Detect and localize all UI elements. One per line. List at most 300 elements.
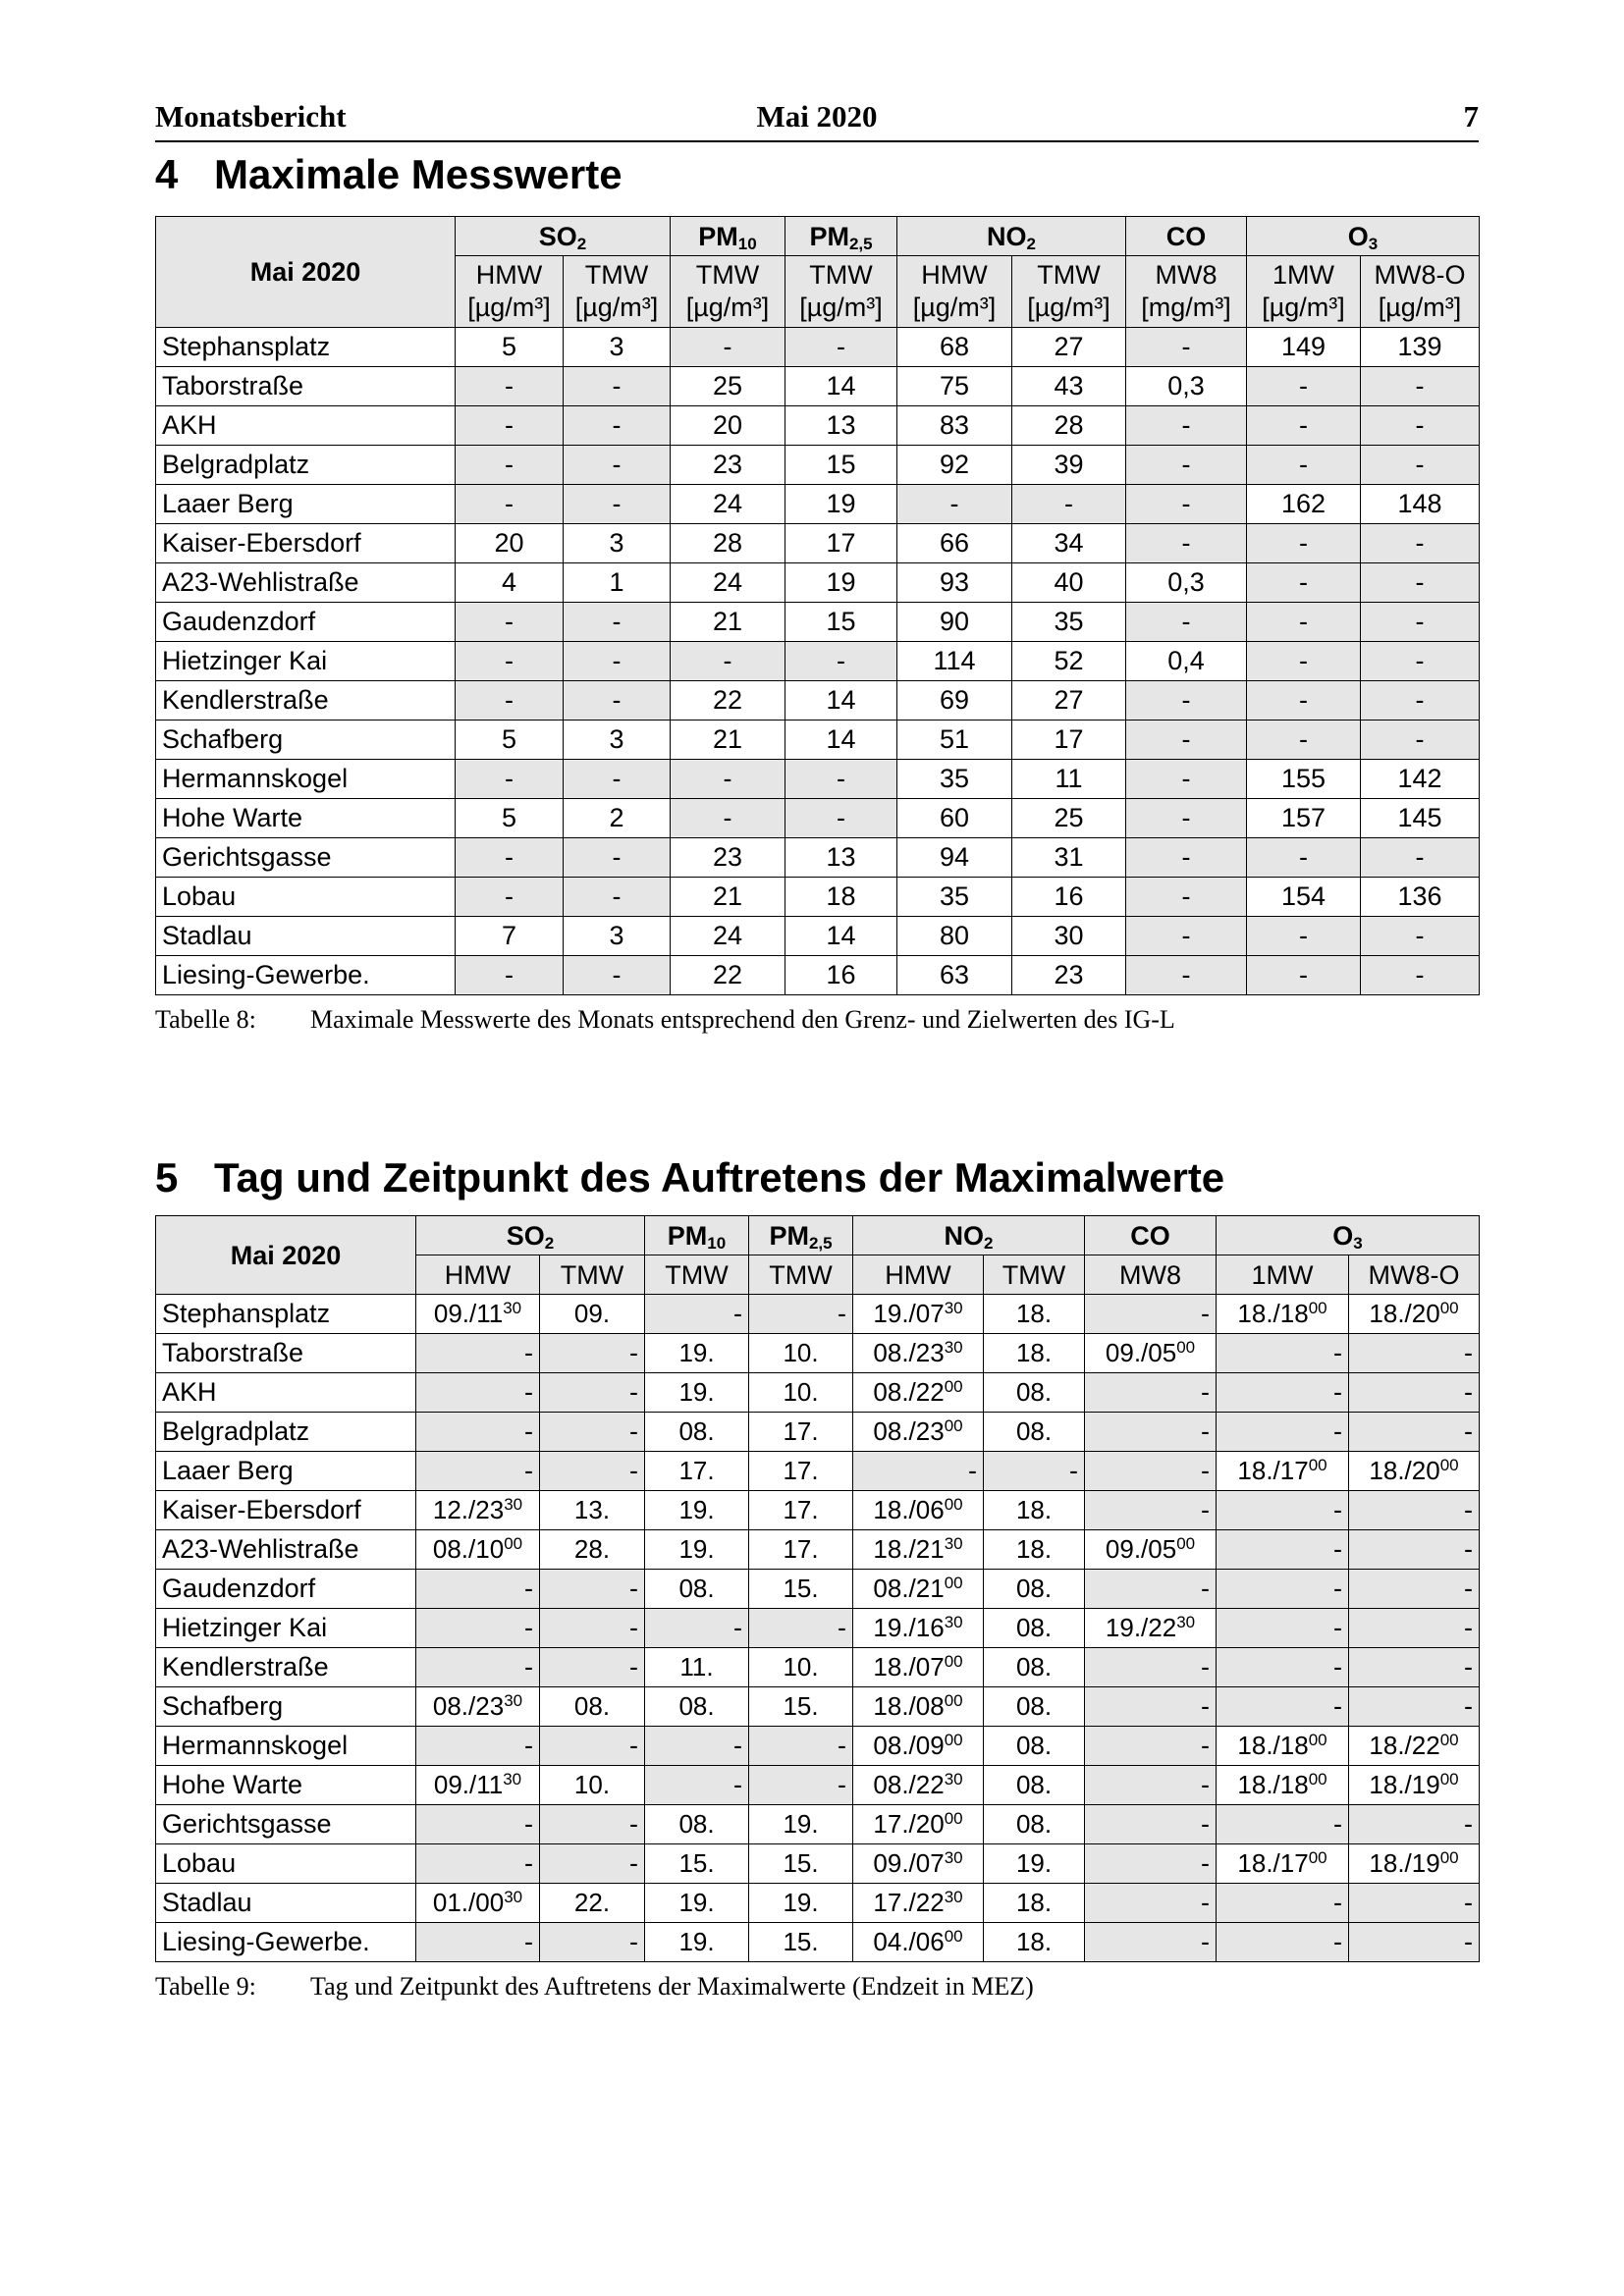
max-datetime [1349,1452,1480,1491]
max-datetime [853,1530,984,1570]
measurement-value: 31 [1012,838,1126,878]
empty-value: - [984,1452,1085,1491]
metric-header [564,256,671,328]
measurement-value: 19. [984,1844,1085,1884]
date-hour: 08./22 [873,1770,945,1799]
measurement-value: 19. [645,1491,749,1530]
empty-value: - [564,642,671,681]
section-4-heading [155,144,1479,205]
date-hour: 17./20 [873,1809,945,1839]
pollutant-subscript: 2 [1026,234,1036,253]
pollutant-symbol: PM [809,221,849,251]
empty-value: - [749,1295,853,1334]
measurement-value: 35 [1012,603,1126,642]
measurement-value: 17 [785,524,897,563]
minutes: 00 [944,1927,963,1946]
empty-value: - [1085,1413,1217,1452]
measurement-value: 13 [785,838,897,878]
table-row [156,1687,1480,1727]
table-8-caption [155,1005,1479,1035]
empty-value: - [1085,1923,1217,1962]
empty-value: - [1126,485,1247,524]
empty-value: - [456,760,564,799]
section-4-title: Maximale Messwerte [214,151,623,197]
pollutant-symbol: CO [1165,221,1207,251]
measurement-value: 34 [1012,524,1126,563]
station-name: Kendlerstraße [156,681,456,721]
empty-value: - [1217,1334,1349,1373]
measurement-value: 93 [897,563,1012,603]
date-hour: 09./05 [1105,1338,1177,1367]
pollutant-header [749,1216,853,1255]
measurement-value: 27 [1012,328,1126,367]
metric-header [749,1255,853,1295]
empty-value: - [749,1766,853,1805]
empty-value: - [540,1413,645,1452]
date-hour: 18./20 [1369,1299,1440,1328]
measurement-value: 17. [645,1452,749,1491]
table-row [156,1452,1480,1491]
max-datetime [853,1413,984,1452]
measurement-value: 21 [671,721,785,760]
minutes: 00 [944,1416,963,1435]
measurement-value: 15 [785,446,897,485]
measurement-value: 0,4 [1126,642,1247,681]
empty-value: - [1349,1413,1480,1452]
empty-value: - [1217,1884,1349,1923]
measurement-value: 18. [984,1295,1085,1334]
empty-value: - [416,1609,540,1648]
empty-value: - [540,1923,645,1962]
date-hour: 08./23 [873,1416,945,1446]
empty-value: - [1361,367,1480,406]
empty-value: - [1126,799,1247,838]
minutes: 00 [1308,1770,1327,1789]
empty-value: - [1217,1687,1349,1727]
empty-value: - [1361,406,1480,446]
measurement-value: 155 [1247,760,1361,799]
date-hour: 08./21 [873,1574,945,1603]
empty-value: - [1361,917,1480,956]
measurement-value: 149 [1247,328,1361,367]
measurement-value: 17. [749,1491,853,1530]
empty-value: - [1361,446,1480,485]
empty-value: - [416,1805,540,1844]
table-row [156,721,1480,760]
header-month: Mai 2020 [756,99,878,133]
table-row [156,446,1480,485]
empty-value: - [456,878,564,917]
section-4-number: 4 [155,151,179,197]
empty-value: - [540,1373,645,1413]
empty-value: - [1085,1570,1217,1609]
empty-value: - [540,1805,645,1844]
measurement-value: 08. [984,1570,1085,1609]
empty-value: - [785,328,897,367]
empty-value: - [564,485,671,524]
empty-value: - [1247,446,1361,485]
empty-value: - [1217,1570,1349,1609]
metric-label: TMW [560,1259,624,1290]
unit-label: [µg/m³] [799,293,883,322]
caption-label: Tabelle 9: [155,1972,256,2001]
empty-value: - [1126,956,1247,995]
measurement-value: 75 [897,367,1012,406]
date-hour: 18./07 [873,1652,945,1682]
measurement-value: 80 [897,917,1012,956]
station-name: Schafberg [156,1687,416,1727]
minutes: 30 [944,1299,963,1317]
empty-value: - [416,1727,540,1766]
pollutant-header [1217,1216,1480,1255]
table-row [156,1373,1480,1413]
measurement-value: 66 [897,524,1012,563]
date-hour: 18./20 [1369,1456,1440,1485]
measurement-value: 157 [1247,799,1361,838]
minutes: 30 [944,1534,963,1553]
pollutant-header [416,1216,645,1255]
pollutant-subscript: 2 [544,1233,555,1253]
measurement-value: 43 [1012,367,1126,406]
empty-value: - [1085,1687,1217,1727]
measurement-value: 3 [564,917,671,956]
empty-value: - [1126,603,1247,642]
empty-value: - [1247,956,1361,995]
empty-value: - [1247,681,1361,721]
table-row [156,1805,1480,1844]
empty-value: - [1217,1413,1349,1452]
unit-label: [mg/m³] [1141,293,1231,322]
empty-value: - [1126,406,1247,446]
measurement-value: 114 [897,642,1012,681]
max-datetime [1085,1530,1217,1570]
measurement-value: 15. [749,1844,853,1884]
station-name: Hohe Warte [156,1766,416,1805]
max-datetime [416,1295,540,1334]
measurement-value: 08. [645,1805,749,1844]
minutes: 00 [944,1495,963,1514]
pollutant-subscript: 10 [707,1233,727,1253]
measurement-value: 25 [671,367,785,406]
max-datetime [853,1334,984,1373]
measurement-value: 20 [671,406,785,446]
table-row [156,1609,1480,1648]
measurement-value: 18. [984,1334,1085,1373]
measurement-value: 5 [456,328,564,367]
measurement-value: 08. [984,1373,1085,1413]
date-hour: 18./18 [1237,1731,1309,1760]
station-name: Laaer Berg [156,1452,416,1491]
pollutant-subscript: 3 [1353,1233,1363,1253]
measurement-value: 08. [645,1570,749,1609]
empty-value: - [1126,328,1247,367]
measurement-value: 7 [456,917,564,956]
table-row [156,1844,1480,1884]
section-5-heading [155,1148,1479,1208]
date-hour: 18./19 [1369,1770,1440,1799]
empty-value: - [1361,956,1480,995]
measurement-value: 52 [1012,642,1126,681]
empty-value: - [1085,1805,1217,1844]
empty-value: - [671,328,785,367]
metric-label: HMW [475,260,543,290]
measurement-value: 27 [1012,681,1126,721]
measurement-value: 08. [984,1727,1085,1766]
measurement-value: 10. [749,1334,853,1373]
empty-value: - [416,1334,540,1373]
unit-label: [µg/m³] [912,293,997,322]
pollutant-symbol: CO [1130,1220,1170,1251]
pollutant-header [853,1216,1085,1255]
empty-value: - [564,446,671,485]
measurement-value: 19. [749,1884,853,1923]
empty-value: - [671,642,785,681]
measurement-value: 13 [785,406,897,446]
empty-value: - [1085,1491,1217,1530]
empty-value: - [416,1923,540,1962]
empty-value: - [416,1452,540,1491]
minutes: 00 [1176,1338,1196,1357]
empty-value: - [416,1570,540,1609]
measurement-value: 14 [785,681,897,721]
measurement-value: 19. [645,1373,749,1413]
measurement-value: 24 [671,917,785,956]
measurement-value: 19. [645,1334,749,1373]
minutes: 00 [1439,1770,1459,1789]
minutes: 30 [1176,1613,1196,1631]
minutes: 00 [1308,1456,1327,1474]
empty-value: - [671,799,785,838]
empty-value: - [1361,603,1480,642]
station-name: Hermannskogel [156,760,456,799]
minutes: 00 [944,1574,963,1592]
empty-value: - [540,1648,645,1687]
empty-value: - [564,367,671,406]
station-name: Gaudenzdorf [156,1570,416,1609]
metric-header [645,1255,749,1295]
empty-value: - [540,1570,645,1609]
station-name: Stadlau [156,1884,416,1923]
measurement-value: 19. [749,1805,853,1844]
minutes: 00 [1308,1731,1327,1749]
metric-label: TMW [1001,1259,1066,1290]
measurement-value: 08. [984,1805,1085,1844]
metric-header [671,256,785,328]
metric-label: TMW [809,260,873,290]
metric-label: MW8 [1119,1259,1182,1290]
empty-value: - [1217,1609,1349,1648]
header-page-number: 7 [1463,99,1479,133]
station-name: Gerichtsgasse [156,1805,416,1844]
empty-value: - [456,367,564,406]
table-row [156,524,1480,563]
date-hour: 18./06 [873,1495,945,1524]
empty-value: - [1085,1295,1217,1334]
pollutant-symbol: SO [506,1220,545,1251]
table-row [156,760,1480,799]
measurement-value: 08. [984,1687,1085,1727]
measurement-value: 09. [540,1295,645,1334]
max-datetime [416,1884,540,1923]
station-name: AKH [156,406,456,446]
max-datetime [853,1373,984,1413]
empty-value: - [785,760,897,799]
empty-value: - [1349,1570,1480,1609]
station-name: A23-Wehlistraße [156,1530,416,1570]
measurement-value: 11 [1012,760,1126,799]
max-datetime [1085,1334,1217,1373]
metric-label: 1MW [1251,1259,1314,1290]
metric-header [1126,256,1247,328]
empty-value: - [1217,1805,1349,1844]
pollutant-symbol: NO [944,1220,985,1251]
metric-header [897,256,1012,328]
table-row [156,642,1480,681]
station-name: Gaudenzdorf [156,603,456,642]
metric-header [1349,1255,1480,1295]
station-name: Gerichtsgasse [156,838,456,878]
measurement-value: 19 [785,485,897,524]
empty-value: - [1361,524,1480,563]
empty-value: - [1349,1648,1480,1687]
empty-value: - [1217,1530,1349,1570]
report-page [155,93,1479,2002]
metric-label: MW8-O [1374,260,1466,290]
table-row [156,838,1480,878]
date-hour: 12./23 [432,1495,505,1524]
max-time-body [156,1295,1480,1962]
empty-value: - [785,642,897,681]
table-row [156,1884,1480,1923]
measurement-value: 145 [1361,799,1480,838]
empty-value: - [1217,1491,1349,1530]
measurement-value: 92 [897,446,1012,485]
measurement-value: 23 [1012,956,1126,995]
minutes: 30 [944,1338,963,1357]
max-datetime [1217,1727,1349,1766]
empty-value: - [540,1452,645,1491]
measurement-value: 154 [1247,878,1361,917]
empty-value: - [564,760,671,799]
measurement-value: 21 [671,878,785,917]
minutes: 30 [504,1495,523,1514]
metric-label: TMW [665,1259,729,1290]
table-row [156,406,1480,446]
station-name: Hohe Warte [156,799,456,838]
station-name: Taborstraße [156,367,456,406]
empty-value: - [1247,563,1361,603]
max-time-table [155,1215,1480,1962]
table-row [156,1570,1480,1609]
pollutant-subscript: 2 [984,1233,994,1253]
empty-value: - [1126,681,1247,721]
pollutant-symbol: O [1347,221,1369,251]
minutes: 00 [1439,1456,1459,1474]
measurement-value: 139 [1361,328,1480,367]
minutes: 00 [944,1652,963,1671]
pollutant-symbol: SO [538,221,577,251]
empty-value: - [1247,524,1361,563]
measurement-value: 15 [785,603,897,642]
table-row [156,681,1480,721]
measurement-value: 90 [897,603,1012,642]
minutes: 30 [944,1613,963,1631]
max-values-body [156,328,1480,995]
group-header-row [156,1216,1480,1255]
empty-value: - [1126,446,1247,485]
measurement-value: 19. [645,1530,749,1570]
empty-value: - [1247,406,1361,446]
empty-value: - [1349,1530,1480,1570]
empty-value: - [1085,1373,1217,1413]
measurement-value: 10. [749,1648,853,1687]
empty-value: - [1085,1844,1217,1884]
metric-label: MW8-O [1368,1259,1460,1290]
empty-value: - [749,1727,853,1766]
date-hour: 18./21 [873,1534,945,1564]
empty-value: - [785,799,897,838]
empty-value: - [1247,603,1361,642]
max-datetime [416,1530,540,1570]
measurement-value: 24 [671,563,785,603]
empty-value: - [564,878,671,917]
table-row [156,328,1480,367]
measurement-value: 08. [645,1687,749,1727]
empty-value: - [1349,1805,1480,1844]
measurement-value: 28 [1012,406,1126,446]
minutes: 00 [944,1691,963,1710]
pollutant-header [1247,217,1480,256]
date-hour: 04./06 [873,1927,945,1956]
table-row [156,1295,1480,1334]
empty-value: - [564,838,671,878]
measurement-value: 23 [671,838,785,878]
date-hour: 09./07 [873,1848,945,1878]
max-datetime [1217,1295,1349,1334]
empty-value: - [564,406,671,446]
empty-value: - [1349,1609,1480,1648]
group-header-row [156,217,1480,256]
minutes: 00 [1308,1299,1327,1317]
metric-label: TMW [584,260,649,290]
metric-label: HMW [921,260,988,290]
measurement-value: 10. [749,1373,853,1413]
empty-value: - [1361,721,1480,760]
measurement-value: 19 [785,563,897,603]
empty-value: - [416,1373,540,1413]
minutes: 00 [944,1809,963,1828]
minutes: 30 [504,1888,523,1906]
date-hour: 08./23 [432,1691,505,1721]
measurement-value: 18. [984,1884,1085,1923]
minutes: 30 [504,1691,523,1710]
measurement-value: 17. [749,1413,853,1452]
measurement-value: 63 [897,956,1012,995]
unit-label: [µg/m³] [685,293,770,322]
pollutant-header [456,217,671,256]
station-name: Hietzinger Kai [156,642,456,681]
measurement-value: 18. [984,1491,1085,1530]
measurement-value: 15. [749,1570,853,1609]
max-datetime [853,1727,984,1766]
empty-value: - [1126,917,1247,956]
metric-header [1217,1255,1349,1295]
station-name: Hietzinger Kai [156,1609,416,1648]
station-name: A23-Wehlistraße [156,563,456,603]
date-hour: 19./07 [873,1299,945,1328]
max-datetime [853,1884,984,1923]
pollutant-header [785,217,897,256]
